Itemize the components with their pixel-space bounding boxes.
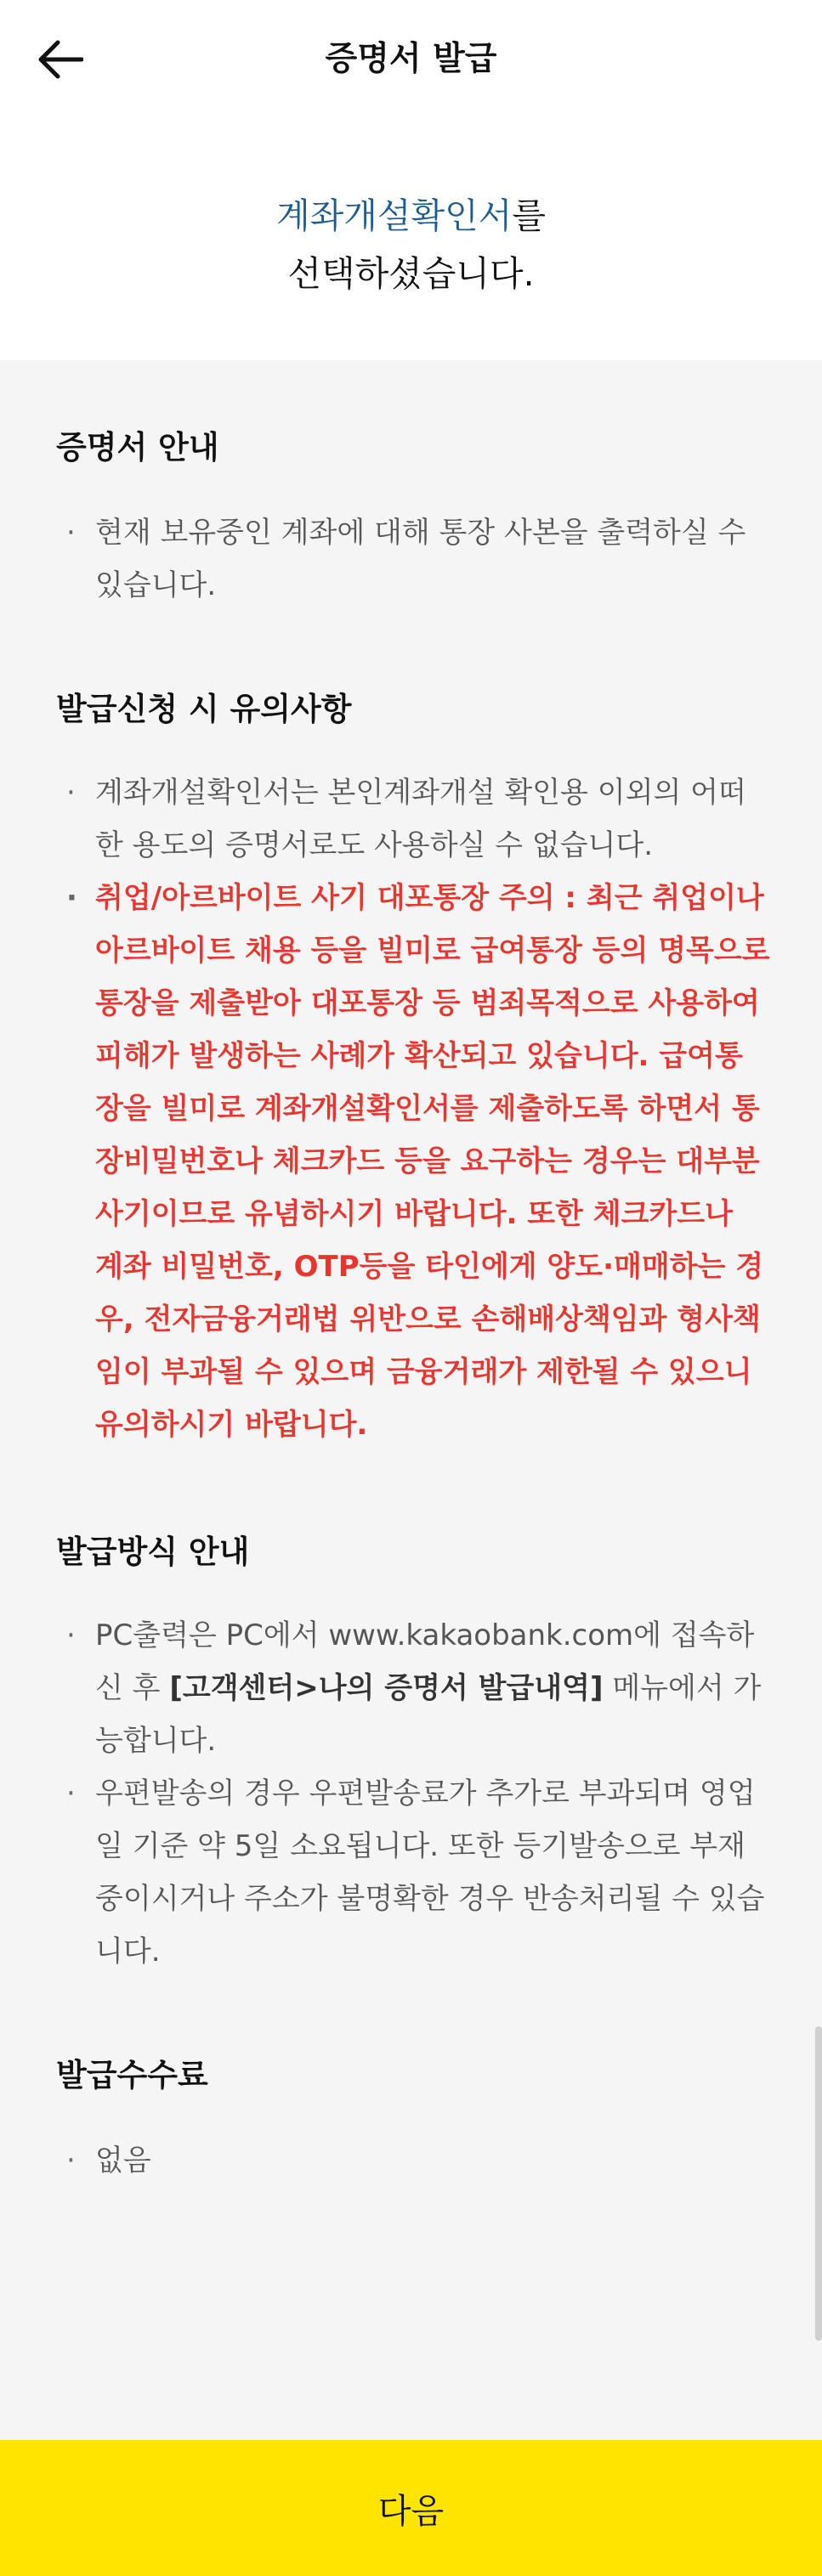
scrollbar[interactable] (815, 2026, 822, 2341)
method-list (56, 1609, 770, 1978)
section-title-fee: 발급수수료 (56, 2057, 208, 2093)
list-item (56, 1767, 770, 1978)
list-item (56, 766, 770, 872)
section-title-caution: 발급신청 시 유의사항 (56, 691, 352, 727)
list-item (56, 506, 770, 612)
list-item (56, 2134, 770, 2187)
bullet-dot: · (66, 2144, 76, 2178)
guide-list (56, 506, 770, 612)
method-text-prefix: PC출력은 PC에서 www.kakaobank.com에 접속하신 후 (95, 1618, 755, 1705)
bullet-dot: · (66, 776, 76, 810)
bullet-dot: · (66, 881, 77, 915)
fee-text: 없음 (95, 2144, 151, 2178)
bullet-dot: · (66, 1777, 76, 1811)
bullet-dot: · (66, 1618, 76, 1652)
selection-summary (0, 119, 822, 360)
section-title-guide: 증명서 안내 (56, 429, 219, 466)
selection-line2: 선택하셨습니다. (287, 253, 535, 294)
guide-text: 현재 보유중인 계좌에 대해 통장 사본을 출력하실 수 있습니다. (95, 516, 746, 602)
selection-suffix: 를 (512, 195, 546, 236)
fee-list (56, 2134, 770, 2187)
warning-item (56, 872, 770, 1451)
menu-path: [고객센터>나의 증명서 발급내역] (169, 1671, 604, 1705)
caution-text: 계좌개설확인서는 본인계좌개설 확인용 이외의 어떠한 용도의 증명서로도 사용하실 수 없습니다. (95, 776, 746, 862)
app-header (0, 0, 822, 119)
method-text-suffix: 메뉴에서 가능합니다. (95, 1671, 762, 1758)
section-title-method: 발급방식 안내 (56, 1534, 250, 1570)
caution-list (56, 766, 770, 1451)
method-text: 우편발송의 경우 우편발송료가 추가로 부과되며 영업일 기준 약 5일 소요됩니다. 또한 등기발송으로 부재중이시거나 주소가 불명확한 경우 반송처리될 수 있습니다. (95, 1777, 765, 1969)
next-button[interactable]: 다음 (0, 2440, 822, 2576)
bullet-dot: · (66, 516, 76, 550)
page-title: 증명서 발급 (325, 40, 497, 78)
selected-certificate-name: 계좌개설확인서 (276, 195, 513, 236)
warning-text: 취업/아르바이트 사기 대포통장 주의 : 최근 취업이나 아르바이트 채용 등을 빌미로 급여통장 등의 명목으로 통장을 제출받아 대포통장 등 범죄목적으로 사용하여 피해가 발생하는 사례가 확산되고 있습니다. 급여통장을 빌미로 계좌개설확인서를 제출하도록 하면서 통장비밀번호나 체크카드 등을 요구하는 경우는 대부분 사기이므로 유념하시기 바랍니다. 또한 체크카드나 계좌 비밀번호, OTP등을 타인에게 양도·매매하는 경우, 전자금융거래법 위반으로 손해배상책임과 형사책임이 부과될 수 있으며 금융거래가 제한될 수 있으니 유의하시기 바랍니다. (95, 881, 770, 1442)
selection-message (0, 187, 822, 302)
list-item (56, 1609, 770, 1767)
